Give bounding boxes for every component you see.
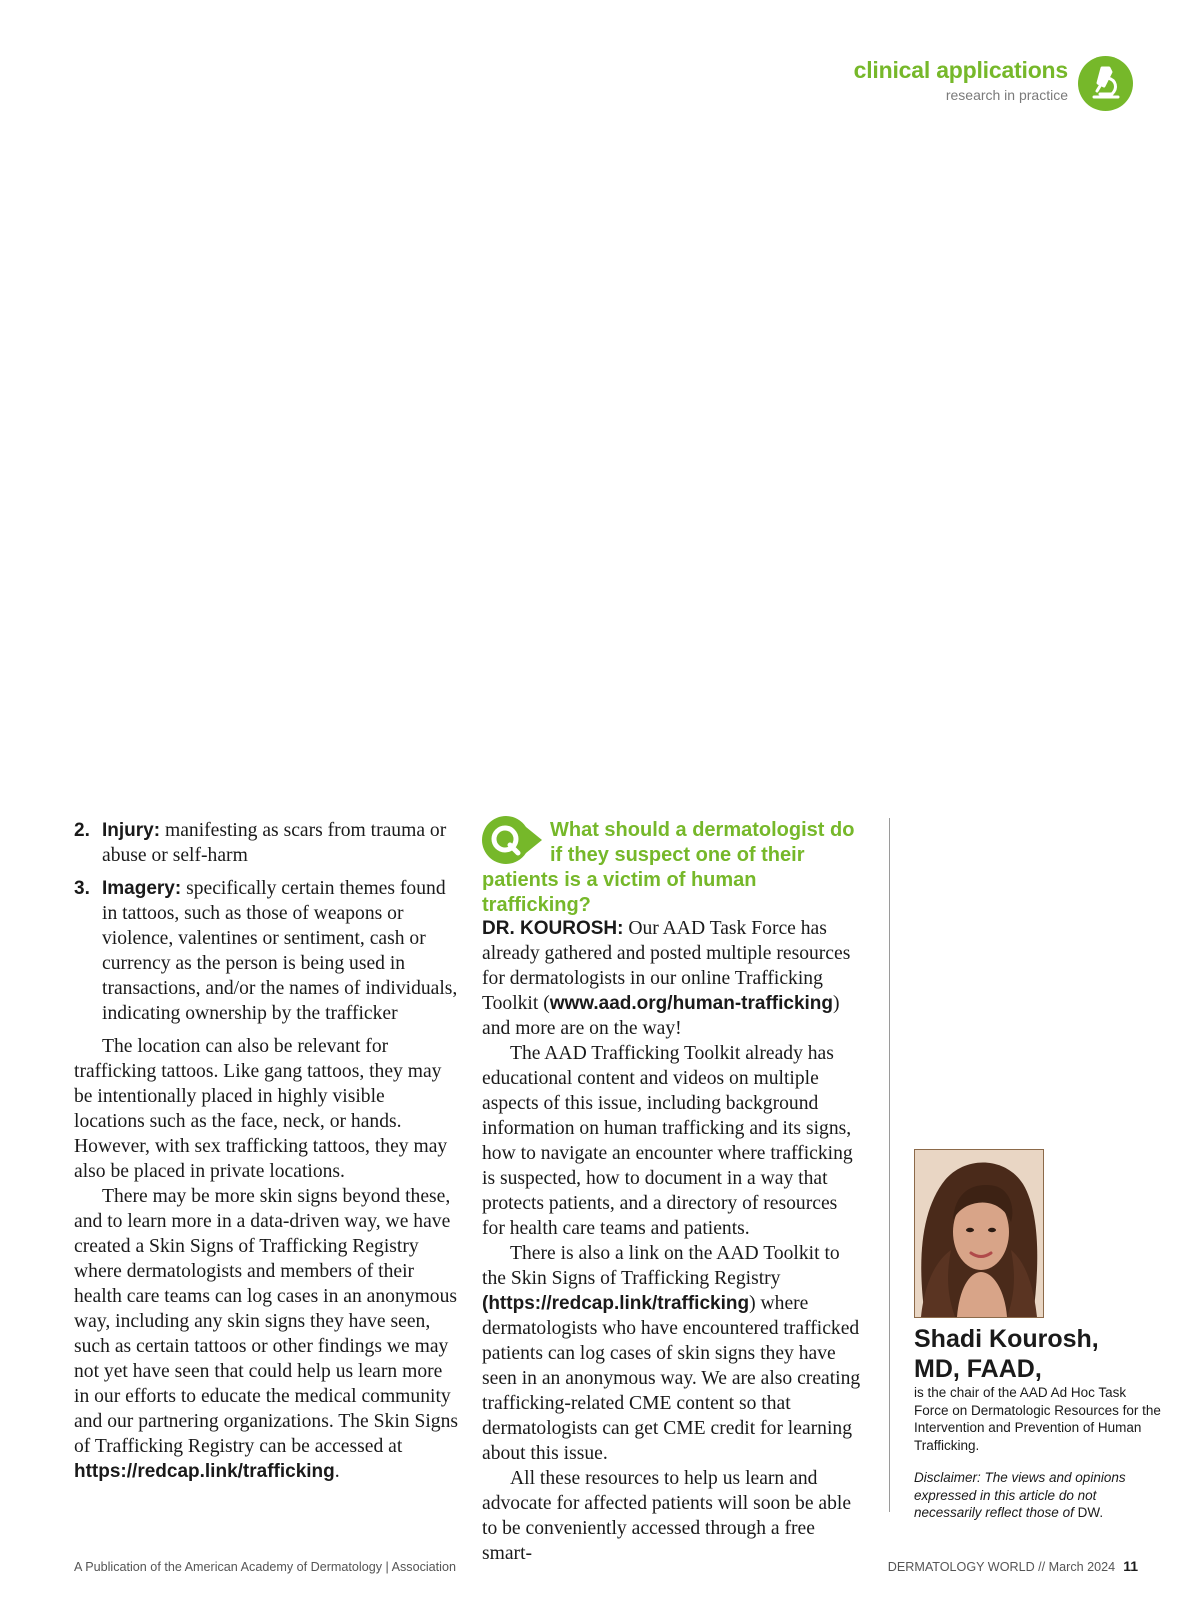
disclaimer-text: Disclaimer: The views and opinions expressed in this article do not necessarily reflect those of bbox=[914, 1470, 1126, 1520]
section-header bbox=[854, 56, 1068, 104]
paragraph-end: . bbox=[334, 1461, 340, 1482]
list-item bbox=[74, 876, 459, 1026]
list-text: manifesting as scars from trauma or abuse or self-harm bbox=[102, 820, 447, 866]
question-line: What should a dermatologist do bbox=[550, 819, 855, 841]
article-column-middle bbox=[482, 818, 862, 1566]
list-text: specifically certain themes found in tattoos, such as those of weapons or violence, valentines or sentiment, cash or currency as the person is being used in transactions, and/or the names of individuals, indicating ownership by the trafficker bbox=[102, 878, 458, 1024]
section-subtitle: research in practice bbox=[945, 87, 1068, 103]
footer-publication: A Publication of the American Academy of Dermatology | Association bbox=[74, 1560, 456, 1574]
disclaimer-dw: DW bbox=[1077, 1505, 1100, 1520]
list-number: 2. bbox=[74, 820, 90, 841]
question-line: patients is a victim of human trafficking? bbox=[482, 869, 757, 916]
author-bio: is the chair of the AAD Ad Hoc Task Force on Dermatologic Resources for the Intervention and Prevention of Human Trafficking. bbox=[914, 1385, 1161, 1453]
list-keyword: Imagery: bbox=[102, 878, 182, 899]
toolkit-link[interactable]: www.aad.org/human-trafficking bbox=[549, 993, 834, 1014]
page-number: 11 bbox=[1123, 1558, 1138, 1574]
disclaimer-end: . bbox=[1099, 1505, 1104, 1520]
body-paragraph bbox=[482, 1241, 862, 1466]
body-paragraph: The AAD Trafficking Toolkit already has educational content and videos on multiple aspects of this issue, including background information on human trafficking and its signs, how to navigate an encounter where trafficking is suspected, how to document in a way that protects patients, and a directory of resources for health care teams and patients. bbox=[482, 1043, 853, 1239]
author-name bbox=[914, 1324, 1164, 1384]
list-item bbox=[74, 818, 459, 868]
body-paragraph: All these resources to help us learn and advocate for affected patients will soon be able to be conveniently accessed through a free smart- bbox=[482, 1468, 852, 1564]
question-line: if they suspect one of their bbox=[550, 844, 805, 866]
paragraph-text: There is also a link on the AAD Toolkit to the Skin Signs of Trafficking Registry bbox=[482, 1243, 840, 1289]
article-column-left bbox=[74, 818, 459, 1484]
body-paragraph bbox=[74, 1184, 459, 1484]
column-divider bbox=[889, 818, 890, 1512]
paragraph-end: ) and more are on the way! bbox=[482, 993, 840, 1039]
microscope-icon bbox=[1078, 56, 1133, 111]
paragraph-text: Our AAD Task Force has already gathered and posted multiple resources for dermatologists in our online Trafficking Toolkit ( bbox=[482, 918, 851, 1014]
question-icon bbox=[480, 814, 546, 866]
list-number: 3. bbox=[74, 878, 90, 899]
answer-paragraph bbox=[482, 916, 862, 1041]
registry-link[interactable]: (https://redcap.link/trafficking bbox=[482, 1293, 750, 1314]
author-name-line: Shadi Kourosh, bbox=[914, 1325, 1099, 1353]
paragraph-end: ) where dermatologists who have encountered trafficked patients can log cases of skin signs they have seen in an anonymous way. We are also creating trafficking-related CME content so that dermatologists can get CME credit for learning about this issue. bbox=[482, 1293, 861, 1464]
body-paragraph: The location can also be relevant for trafficking tattoos. Like gang tattoos, they may be intentionally placed in highly visible locations such as the face, neck, or hands. However, with sex trafficking tattoos, they may also be placed in private locations. bbox=[74, 1036, 448, 1182]
footer-issue bbox=[888, 1558, 1138, 1574]
paragraph-text: There may be more skin signs beyond these, and to learn more in a data-driven way, we have created a Skin Signs of Trafficking Registry where dermatologists and members of their health care teams can log cases in an anonymous way, including any skin signs they have seen, such as certain tattoos or other findings we may not yet have seen that could help us learn more in our efforts to educate the medical community and our partnering organizations. The Skin Signs of Trafficking Registry can be accessed at bbox=[74, 1186, 459, 1457]
question-block bbox=[482, 818, 862, 916]
registry-link[interactable]: https://redcap.link/trafficking bbox=[74, 1461, 335, 1482]
footer-issue-text: DERMATOLOGY WORLD // March 2024 bbox=[887, 1560, 1116, 1574]
list-keyword: Injury: bbox=[102, 820, 161, 841]
author-photo bbox=[914, 1149, 1044, 1318]
disclaimer bbox=[914, 1469, 1164, 1522]
author-credentials: MD, FAAD, bbox=[914, 1355, 1042, 1383]
skin-signs-list bbox=[74, 818, 459, 1026]
speaker-label: DR. KOUROSH: bbox=[482, 918, 624, 939]
section-title: clinical applications bbox=[853, 57, 1068, 83]
